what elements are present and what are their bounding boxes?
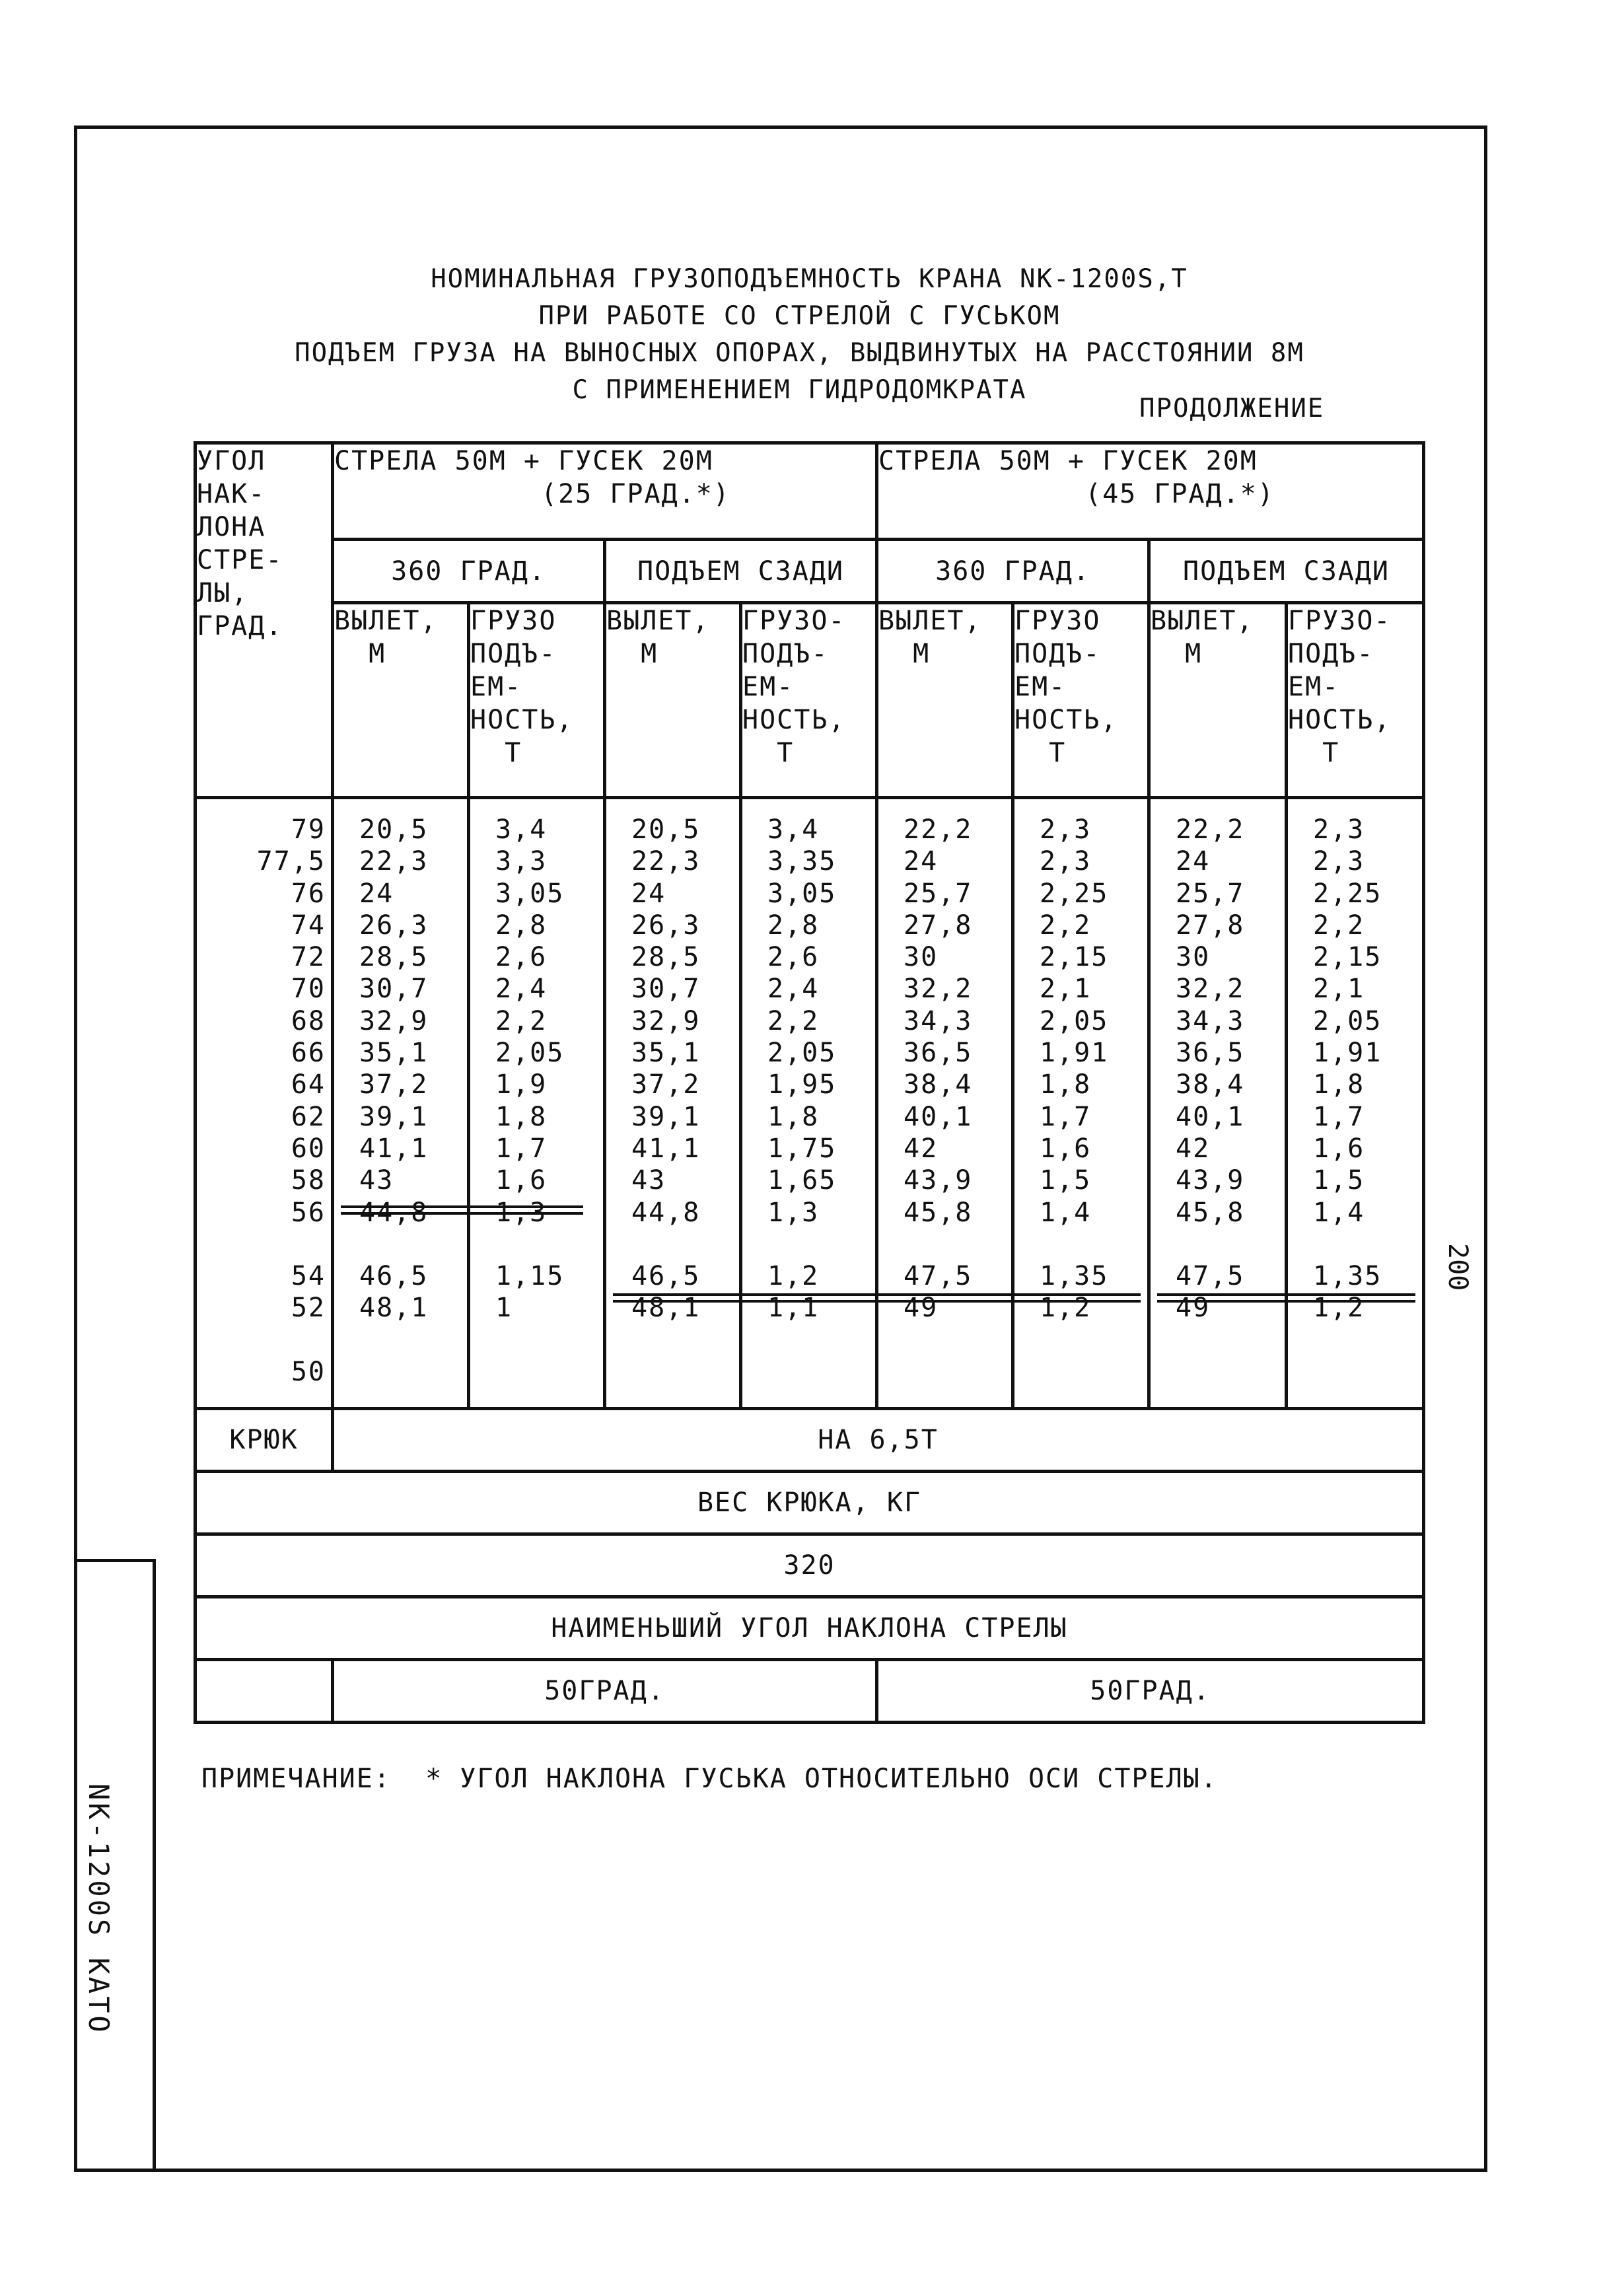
- mode-360-a: 360 ГРАД.: [333, 540, 605, 603]
- data-column: [1149, 798, 1287, 1409]
- load-values-45-360: 2,3 2,3 2,25 2,2 2,15 2,1 2,05 1,91 1,8 1,7 1,6 1,5 1,4 1,35 1,2: [1040, 814, 1109, 1324]
- group-header-25: СТРЕЛА 50М + ГУСЕК 20М (25 ГРАД.*): [333, 443, 877, 540]
- capacity-table: [194, 441, 1425, 1724]
- angle-column: [195, 798, 333, 1409]
- double-rule: [874, 1293, 1015, 1303]
- radius-header: ВЫЛЕТ, М: [1149, 603, 1287, 798]
- load-values-25-rear: 3,4 3,35 3,05 2,8 2,6 2,4 2,2 2,05 1,95 1,8 1,75 1,65 1,3 1,2 1,1: [767, 814, 837, 1324]
- data-column: [1013, 798, 1149, 1409]
- radius-header: ВЫЛЕТ, М: [877, 603, 1013, 798]
- radius-values-45-360: 22,2 24 25,7 27,8 30 32,2 34,3 36,5 38,4 40,1 42 43,9 45,8 47,5 49: [904, 814, 973, 1324]
- load-values-25-360: 3,4 3,3 3,05 2,8 2,6 2,4 2,2 2,05 1,9 1,8 1,7 1,6 1,3 1,15 1: [495, 814, 565, 1324]
- page-number: 200: [1442, 1235, 1473, 1299]
- mode-rear-b: ПОДЪЕМ СЗАДИ: [1149, 540, 1424, 603]
- angle-header: УГОЛ НАК- ЛОНА СТРЕ- ЛЫ, ГРАД.: [195, 443, 333, 798]
- angle-values: 79 77,5 76 74 72 70 68 66 64 62 60 58 56 54 52 50: [256, 814, 326, 1388]
- continued-label: ПРОДОЛЖЕНИЕ: [1139, 394, 1325, 423]
- title-line-4: С ПРИМЕНЕНИЕМ ГИДРОДОМКРАТА: [572, 375, 1027, 405]
- hook-label: КРЮК: [195, 1409, 333, 1472]
- footnote: ПРИМЕЧАНИЕ: * УГОЛ НАКЛОНА ГУСЬКА ОТНОСИТЕЛЬНО ОСИ СТРЕЛЫ.: [201, 1764, 1218, 1794]
- min-angle-empty: [195, 1660, 333, 1723]
- hook-weight-label: ВЕС КРЮКА, КГ: [195, 1472, 1424, 1534]
- data-column: [333, 798, 469, 1409]
- double-rule: [1011, 1293, 1141, 1303]
- double-rule: [466, 1205, 583, 1215]
- group-header-45: СТРЕЛА 50М + ГУСЕК 20М (45 ГРАД.*): [877, 443, 1424, 540]
- data-column: [877, 798, 1013, 1409]
- title-line-2: ПРИ РАБОТЕ СО СТРЕЛОЙ С ГУСЬКОМ: [538, 301, 1061, 331]
- radius-header: ВЫЛЕТ, М: [333, 603, 469, 798]
- capacity-header: ГРУЗО ПОДЪ- ЕМ- НОСТЬ, Т: [1013, 603, 1149, 798]
- double-rule: [341, 1205, 471, 1215]
- data-column: [605, 798, 741, 1409]
- min-angle-45: 50ГРАД.: [877, 1660, 1424, 1723]
- hook-value: НА 6,5Т: [333, 1409, 1424, 1472]
- radius-values-25-rear: 20,5 22,3 24 26,3 28,5 30,7 32,9 35,1 37,2 39,1 41,1 43 44,8 46,5 48,1: [631, 814, 701, 1324]
- mode-360-b: 360 ГРАД.: [877, 540, 1149, 603]
- capacity-header: ГРУЗО- ПОДЪ- ЕМ- НОСТЬ, Т: [741, 603, 877, 798]
- double-rule: [738, 1293, 879, 1303]
- data-column: [741, 798, 877, 1409]
- hook-weight-value: 320: [195, 1534, 1424, 1597]
- capacity-header: ГРУЗО- ПОДЪ- ЕМ- НОСТЬ, Т: [1287, 603, 1424, 798]
- double-rule: [1157, 1293, 1289, 1303]
- data-column: [1287, 798, 1424, 1409]
- title-line-1: НОМИНАЛЬНАЯ ГРУЗОПОДЪЕМНОСТЬ КРАНА NK-1200S,Т: [431, 264, 1188, 294]
- data-column: [469, 798, 605, 1409]
- radius-values-45-rear: 22,2 24 25,7 27,8 30 32,2 34,3 36,5 38,4 40,1 42 43,9 45,8 47,5 49: [1176, 814, 1245, 1324]
- min-angle-25: 50ГРАД.: [333, 1660, 877, 1723]
- mode-rear-a: ПОДЪЕМ СЗАДИ: [605, 540, 877, 603]
- double-rule: [1284, 1293, 1415, 1303]
- radius-values-25-360: 20,5 22,3 24 26,3 28,5 30,7 32,9 35,1 37,2 39,1 41,1 43 44,8 46,5 48,1: [359, 814, 429, 1324]
- load-values-45-rear: 2,3 2,3 2,25 2,2 2,15 2,1 2,05 1,91 1,8 1,7 1,6 1,5 1,4 1,35 1,2: [1313, 814, 1382, 1324]
- title-line-3: ПОДЪЕМ ГРУЗА НА ВЫНОСНЫХ ОПОРАХ, ВЫДВИНУТЫХ НА РАССТОЯНИИ 8М: [295, 338, 1304, 368]
- capacity-header: ГРУЗО ПОДЪ- ЕМ- НОСТЬ, Т: [469, 603, 605, 798]
- double-rule: [613, 1293, 743, 1303]
- side-stamp-label: NK-1200S KATO: [83, 1783, 115, 2035]
- min-angle-label: НАИМЕНЬШИЙ УГОЛ НАКЛОНА СТРЕЛЫ: [195, 1597, 1424, 1660]
- radius-header: ВЫЛЕТ, М: [605, 603, 741, 798]
- title-block: [0, 261, 1599, 409]
